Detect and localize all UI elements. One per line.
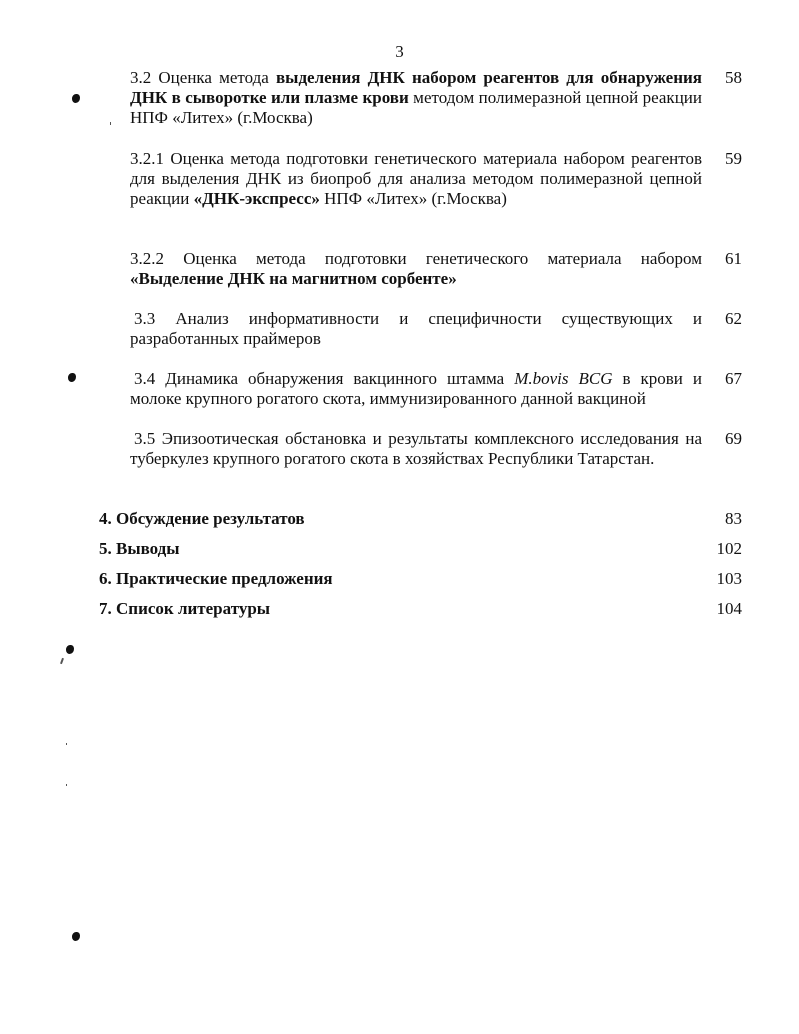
entry-number: 3.2.1	[130, 149, 164, 168]
scan-speck	[66, 743, 67, 745]
toc-chapter-5: 5. Выводы	[99, 539, 180, 558]
entry-number: 3.5	[134, 429, 156, 448]
scan-mark	[72, 94, 80, 103]
toc-entry-3-2-2	[130, 249, 702, 289]
toc-entry-3-5	[130, 429, 702, 469]
toc-page-3-2: 58	[725, 68, 742, 87]
toc-entry-3-2	[130, 68, 702, 128]
entry-number: 3.3	[134, 309, 156, 328]
toc-chapter-page-4: 83	[725, 509, 742, 528]
entry-text: Оценка метода	[158, 68, 276, 87]
entry-bold-text: «ДНК-экспресс»	[193, 189, 320, 208]
toc-chapter-page-7: 104	[716, 599, 742, 618]
scan-mark	[68, 373, 76, 382]
entry-bold-text: выделения ДНК набором реагентов для обнаружения ДНК в сыворотке или плазме крови	[130, 68, 703, 107]
toc-page-3-2-1: 59	[725, 149, 742, 168]
entry-text: Анализ информативности и специфичности существующих и разработанных праймеров	[130, 309, 702, 348]
entry-bold-text: «Выделение ДНК на магнитном сорбенте»	[130, 269, 457, 288]
entry-text-tail: в крови и молоке крупного рогатого скота, иммунизированного данной вакциной	[130, 369, 702, 408]
entry-text: Оценка метода подготовки генетического материала набором реагентов для выделения ДНК из биопроб для анализа методом полимеразной цепной реакции	[130, 149, 702, 208]
entry-number: 3.2.2	[130, 249, 164, 268]
entry-text-tail: методом полимеразной цепной реакции НПФ «Литех» (г.Москва)	[130, 88, 702, 127]
page-number: 3	[395, 42, 404, 61]
toc-entry-3-4	[130, 369, 702, 409]
toc-page-3-2-2: 61	[725, 249, 742, 268]
scan-speck	[66, 784, 67, 786]
toc-page-3-3: 62	[725, 309, 742, 328]
entry-number: 3.2	[130, 68, 152, 87]
scan-mark	[66, 645, 74, 654]
toc-chapter-4: 4. Обсуждение результатов	[99, 509, 305, 528]
toc-entry-3-2-1	[130, 149, 702, 209]
scan-mark	[72, 932, 80, 941]
toc-page-3-5: 69	[725, 429, 742, 448]
scan-speck	[110, 122, 111, 125]
toc-chapter-page-6: 103	[716, 569, 742, 588]
toc-chapter-6: 6. Практические предложения	[99, 569, 333, 588]
entry-text: Эпизоотическая обстановка и результаты комплексного исследования на туберкулез крупного рогатого скота в хозяйствах Республики Татарстан.	[130, 429, 703, 468]
toc-chapter-7: 7. Список литературы	[99, 599, 271, 618]
entry-text: Оценка метода подготовки генетического материала набором	[183, 249, 702, 268]
toc-page-3-4: 67	[725, 369, 742, 388]
entry-italic-text: M.bovis BCG	[514, 369, 613, 388]
toc-entry-3-3	[130, 309, 702, 349]
scan-speck	[60, 658, 64, 664]
entry-text: Динамика обнаружения вакцинного штамма	[165, 369, 515, 388]
toc-chapter-page-5: 102	[716, 539, 742, 558]
entry-number: 3.4	[134, 369, 156, 388]
entry-text-tail: НПФ «Литех» (г.Москва)	[319, 189, 507, 208]
